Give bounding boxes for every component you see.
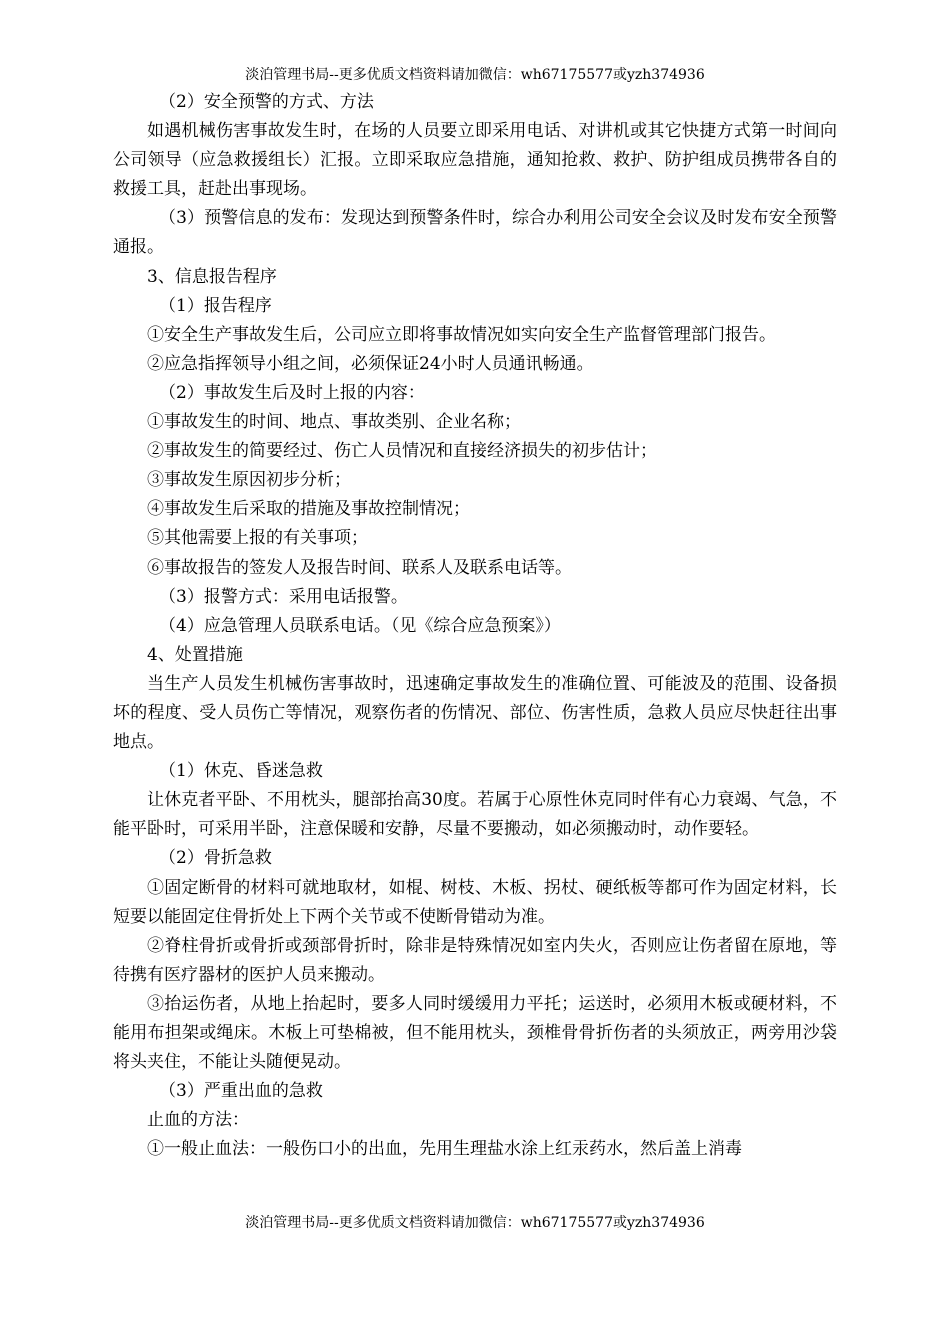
page-header: 淡泊管理书局--更多优质文档资料请加微信：wh67175577或yzh374936 <box>245 67 705 83</box>
paragraph: 让休克者平卧、不用枕头，腿部抬高30度。若属于心原性休克同时伴有心力衰竭、气急，不能平卧时，可采用半卧，注意保暖和安静，尽量不要搬动，如必须搬动时，动作要轻。 <box>113 790 837 840</box>
section-heading: 3、信息报告程序 <box>147 266 277 287</box>
paragraph: （3）报警方式：采用电话报警。 <box>159 586 408 607</box>
list-item: ①固定断骨的材料可就地取材，如棍、树枝、木板、拐杖、硬纸板等都可作为固定材料，长短要以能固定住骨折处上下两个关节或不使断骨错动为准。 <box>113 877 837 927</box>
paragraph: 如遇机械伤害事故发生时，在场的人员要立即采用电话、对讲机或其它快捷方式第一时间向公司领导（应急救援组长）汇报。立即采取应急措施，通知抢救、救护、防护组成员携带各自的救援工具，赶赴出事现场。 <box>113 121 837 200</box>
paragraph: 止血的方法： <box>147 1110 249 1131</box>
paragraph: （2）骨折急救 <box>159 848 272 869</box>
section-heading: 4、处置措施 <box>147 644 243 665</box>
paragraph: 当生产人员发生机械伤害事故时，迅速确定事故发生的准确位置、可能波及的范围、设备损坏的程度、受人员伤亡等情况，观察伤者的伤情况、部位、伤害性质，急救人员应尽快赶往出事地点。 <box>113 673 837 753</box>
list-item: ③抬运伤者，从地上抬起时，要多人同时缓缓用力平托；运送时，必须用木板或硬材料，不能用布担架或绳床。木板上可垫棉被，但不能用枕头，颈椎骨骨折伤者的头须放正，两旁用沙袋将头夹住，不能让头随便晃动。 <box>113 993 837 1073</box>
paragraph: （2）安全预警的方式、方法 <box>159 92 374 112</box>
paragraph: （3）预警信息的发布：发现达到预警条件时，综合办利用公司安全会议及时发布安全预警通报。 <box>113 208 837 258</box>
paragraph: （1）报告程序 <box>159 295 272 316</box>
paragraph: （2）事故发生后及时上报的内容： <box>159 382 425 403</box>
list-item: ⑥事故报告的签发人及报告时间、联系人及联系电话等。 <box>147 557 572 578</box>
list-item: ①一般止血法：一般伤口小的出血，先用生理盐水涂上红汞药水，然后盖上消毒 <box>147 1139 742 1160</box>
list-item: ②事故发生的简要经过、伤亡人员情况和直接经济损失的初步估计； <box>147 441 657 462</box>
list-item: ①事故发生的时间、地点、事故类别、企业名称； <box>147 412 521 433</box>
page-footer: 淡泊管理书局--更多优质文档资料请加微信：wh67175577或yzh374936 <box>245 1215 705 1231</box>
list-item: ⑤其他需要上报的有关事项； <box>147 528 368 549</box>
document-body <box>113 88 837 1164</box>
paragraph: （1）休克、昏迷急救 <box>159 761 323 782</box>
list-item: ②应急指挥领导小组之间，必须保证24小时人员通讯畅通。 <box>147 353 594 374</box>
list-item: ①安全生产事故发生后，公司应立即将事故情况如实向安全生产监督管理部门报告。 <box>147 324 776 345</box>
list-item: ③事故发生原因初步分析； <box>147 470 351 491</box>
paragraph: （4）应急管理人员联系电话。（见《综合应急预案》） <box>159 615 561 636</box>
list-item: ④事故发生后采取的措施及事故控制情况； <box>147 499 470 520</box>
list-item: ②脊柱骨折或骨折或颈部骨折时，除非是特殊情况如室内失火，否则应让伤者留在原地，等待携有医疗器材的医护人员来搬动。 <box>113 935 837 985</box>
paragraph: （3）严重出血的急救 <box>159 1081 323 1102</box>
